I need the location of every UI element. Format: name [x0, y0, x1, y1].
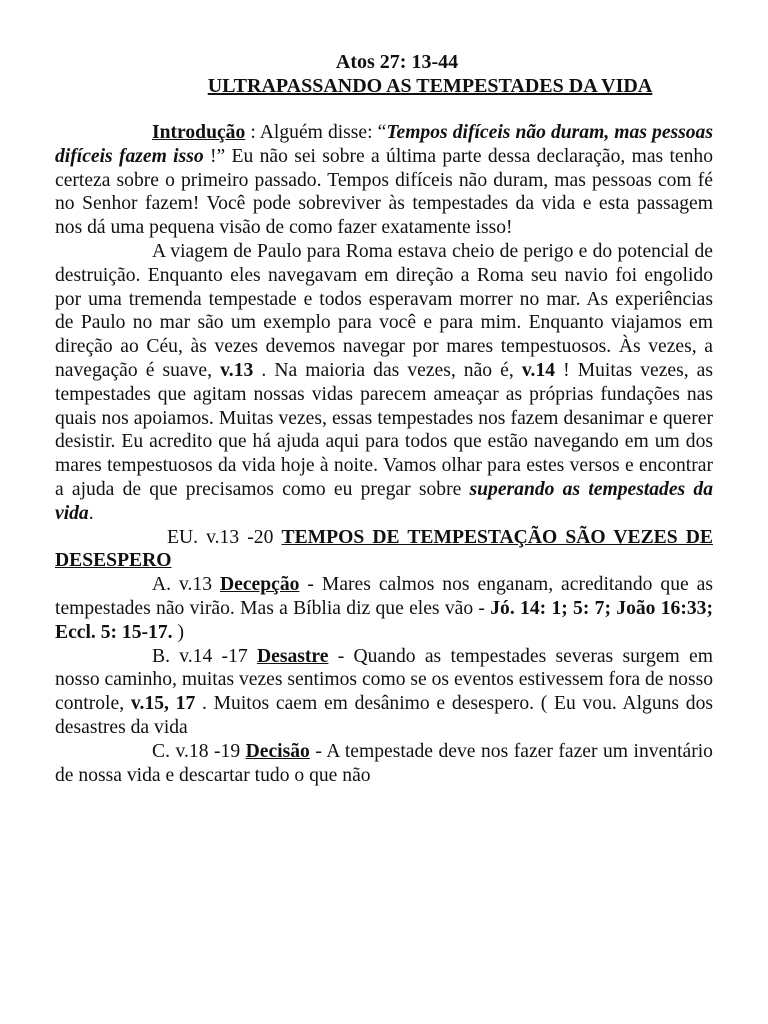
voyage-paragraph: A viagem de Paulo para Roma estava cheio de perigo e do potencial de destruição. Enquanto eles navegavam em direção a Roma seu navio foi engolido por uma tremenda tempestade e todos esperavam morrer no mar. As experiências de Paulo no mar são um exemplo para você e para mim. Enquanto viajamos em direção ao Céu, às vezes devemos navegar por mares tempestuosos. Às vezes, a navegação é suave, v.13 . Na maioria das vezes, não é, v.14 ! Muitas vezes, as tempestades que agitam nossas vidas parecem ameaçar as próprias fundações nas quais nos apoiamos. Muitas vezes, essas tempestades nos fazem desanimar e querer desistir. Eu acredito que há ajuda aqui para todos que estão navegando em um dos mares tempestuosos da vida hoje à noite. Vamos olhar para estes versos e encontrar a ajuda de que precisamos como eu pregar sobre superando as tempestades da vida.	[55, 240, 713, 524]
list-item-b: B. v.14 -17 Desastre - Quando as tempestades severas surgem em nosso caminho, muitas vezes sentimos como se os eventos estivessem fora de nosso controle, v.15, 17 . Muitos caem em desânimo e desespero. ( Eu vou. Alguns dos desastres da vida	[55, 645, 713, 738]
verse-refs: Jó. 14: 1; 5: 7; João 16:33; Eccl. 5: 15-17.	[55, 597, 713, 643]
item-label: Decisão	[245, 740, 310, 762]
intro-quote: Tempos difíceis não duram, mas pessoas difíceis fazem isso	[55, 122, 713, 167]
section-heading: EU. v.13 -20 TEMPOS DE TEMPESTAÇÃO SÃO VEZES DE DESESPERO	[55, 526, 713, 572]
item-label: Desastre	[256, 645, 329, 667]
section-title: TEMPOS DE TEMPESTAÇÃO SÃO VEZES DE DESESPERO	[55, 526, 713, 572]
item-label: Decepção	[220, 574, 300, 596]
emphasis-text: superando as tempestades da vida	[55, 478, 713, 524]
intro-label: Introdução	[152, 122, 246, 143]
list-item-a: A. v.13 Decepção - Mares calmos nos enganam, acreditando que as tempestades não virão. Mas a Bíblia diz que eles vão - Jó. 14: 1; 5: 7; João 16:33; Eccl. 5: 15-17. )	[55, 574, 713, 643]
sermon-body	[55, 121, 713, 787]
scripture-reference: Atos 27: 13-44	[335, 51, 459, 73]
sermon-title: ULTRAPASSANDO AS TEMPESTADES DA VIDA	[207, 75, 653, 97]
verse-refs: v.15, 17	[130, 693, 196, 715]
verse-ref: v.14	[521, 359, 556, 381]
list-item-c: C. v.18 -19 Decisão - A tempestade deve nos fazer fazer um inventário de nossa vida e descartar tudo o que não	[55, 740, 713, 786]
intro-paragraph: Introdução : Alguém disse: “Tempos difíceis não duram, mas pessoas difíceis fazem isso !” Eu não sei sobre a última parte dessa declaração, mas tenho certeza sobre o primeiro passado. Tempos difíceis não duram, mas pessoas com fé no Senhor fazem! Você pode sobreviver às tempestades da vida e esta passagem nos dá uma pequena visão de como fazer exatamente isso!	[55, 122, 713, 239]
verse-ref: v.13	[220, 359, 254, 381]
